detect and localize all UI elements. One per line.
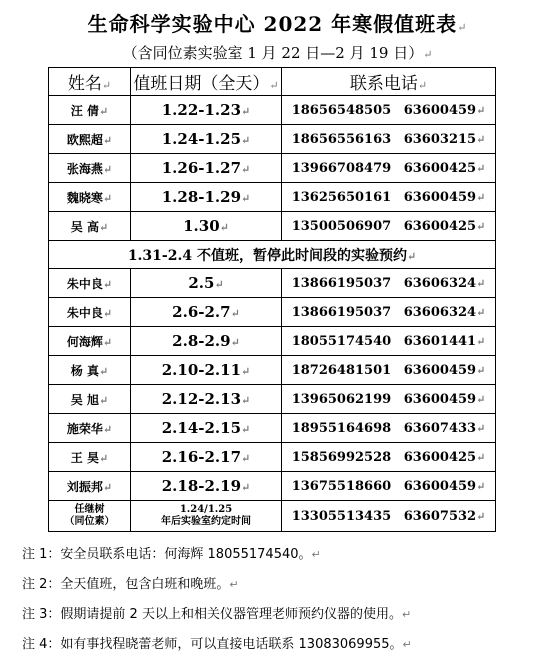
paragraph-mark-icon: ↵ <box>423 48 433 61</box>
name-text: 朱中良 <box>66 305 103 320</box>
date-cell <box>131 125 282 154</box>
date-text: 2.16-2.17 <box>161 448 242 466</box>
date-cell <box>131 183 282 212</box>
name-text: 汪 倩 <box>70 103 99 118</box>
phone-text: 18955164698 63607433 <box>291 420 477 436</box>
table-row <box>49 472 496 501</box>
cell-mark-icon: ↵ <box>241 105 251 118</box>
name-text: 吴 高 <box>70 219 99 234</box>
cell-mark-icon: ↵ <box>102 162 113 176</box>
date-cell <box>131 154 282 183</box>
phone-text: 13866195037 63606324 <box>291 304 477 320</box>
date-text: 1.22-1.23 <box>161 101 242 119</box>
date-cell <box>131 385 282 414</box>
date-text: 1.26-1.27 <box>161 159 242 177</box>
phone-text: 13866195037 63606324 <box>291 275 477 291</box>
note-4-text: 注 4：如有事找程晓蕾老师，可以直接电话联系 13083069955。 <box>22 637 403 652</box>
phone-cell <box>282 414 496 443</box>
cell-mark-icon: ↵ <box>230 307 240 320</box>
cell-mark-icon: ↵ <box>241 192 251 205</box>
name-line-2: （同位素） <box>64 516 115 527</box>
date-text: 2.5 <box>188 274 215 292</box>
phone-cell <box>282 385 496 414</box>
name-cell <box>49 327 131 356</box>
cell-mark-icon: ↵ <box>102 306 113 320</box>
date-text: 1.28-1.29 <box>161 188 242 206</box>
date-text: 2.12-2.13 <box>161 390 242 408</box>
table-row <box>49 154 496 183</box>
phone-cell <box>282 125 496 154</box>
cell-mark-icon: ↵ <box>230 336 240 349</box>
paragraph-mark-icon: ↵ <box>457 21 468 34</box>
phone-cell <box>282 356 496 385</box>
duty-table <box>48 67 496 532</box>
cell-mark-icon: ↵ <box>102 335 113 349</box>
phone-text: 18055174540 63601441 <box>291 333 477 349</box>
paragraph-mark-icon: ↵ <box>311 548 321 561</box>
cell-mark-icon: ↵ <box>241 394 251 407</box>
name-cell <box>49 212 131 241</box>
phone-cell <box>282 472 496 501</box>
rows-after-group <box>49 269 496 501</box>
note-2-text: 注 2：全天值班，包含白班和晚班。 <box>22 577 230 592</box>
cell-mark-icon: ↵ <box>476 509 486 523</box>
date-cell <box>131 269 282 298</box>
name-text: 朱中良 <box>66 276 103 291</box>
name-cell <box>49 269 131 298</box>
phone-text: 13305513435 63607532 <box>291 508 477 524</box>
name-text: 欧熙超 <box>66 132 103 147</box>
header-phone <box>282 68 496 96</box>
cell-mark-icon: ↵ <box>269 79 279 92</box>
header-name-label: 姓名 <box>67 74 102 94</box>
cell-mark-icon: ↵ <box>102 480 113 494</box>
phone-cell <box>282 212 496 241</box>
note-4 <box>22 630 542 660</box>
date-text: 2.8-2.9 <box>172 332 231 350</box>
note-3 <box>22 600 542 630</box>
cell-mark-icon: ↵ <box>476 479 486 493</box>
date-cell <box>131 356 282 385</box>
cell-mark-icon: ↵ <box>98 104 109 118</box>
table-row <box>49 501 496 532</box>
table-row <box>49 327 496 356</box>
name-cell <box>49 96 131 125</box>
name-cell <box>49 501 131 532</box>
phone-cell <box>282 443 496 472</box>
phone-cell <box>282 269 496 298</box>
name-cell <box>49 154 131 183</box>
date-line-2: 年后实验室约定时间 <box>161 516 251 527</box>
cell-mark-icon: ↵ <box>241 423 251 436</box>
phone-cell <box>282 327 496 356</box>
cell-mark-icon: ↵ <box>241 481 251 494</box>
cell-mark-icon: ↵ <box>476 103 486 117</box>
table-header-row <box>49 68 496 96</box>
cell-mark-icon: ↵ <box>98 364 109 378</box>
name-text: 张海燕 <box>66 161 103 176</box>
notice-cell <box>49 241 496 269</box>
cell-mark-icon: ↵ <box>476 450 486 464</box>
table-row <box>49 298 496 327</box>
cell-mark-icon: ↵ <box>241 134 251 147</box>
date-text: 1.30 <box>183 217 220 235</box>
date-text: 1.24-1.25 <box>161 130 242 148</box>
name-text: 魏晓寒 <box>66 190 103 205</box>
name-text: 刘振邦 <box>66 479 103 494</box>
name-text: 吴 旭 <box>70 392 99 407</box>
phone-text: 18726481501 63600459 <box>291 362 477 378</box>
header-date <box>131 68 282 96</box>
note-3-text: 注 3：假期请提前 2 天以上和相关仪器管理老师预约仪器的使用。 <box>22 607 402 622</box>
cell-mark-icon: ↵ <box>98 220 109 234</box>
date-text: 2.10-2.11 <box>161 361 242 379</box>
table-row <box>49 269 496 298</box>
cell-mark-icon: ↵ <box>476 276 486 290</box>
name-line-1: 任继树 <box>74 504 105 515</box>
cell-mark-icon: ↵ <box>102 133 113 147</box>
date-cell <box>131 212 282 241</box>
cell-mark-icon: ↵ <box>241 365 251 378</box>
paragraph-mark-icon: ↵ <box>402 638 412 651</box>
date-line-1: 1.24/1.25 <box>179 504 233 515</box>
table-row <box>49 443 496 472</box>
page-title-text: 生命科学实验中心 2022 年寒假值班表 <box>87 12 458 36</box>
header-name <box>49 68 131 96</box>
date-cell <box>131 443 282 472</box>
phone-text: 13675518660 63600459 <box>291 478 477 494</box>
cell-mark-icon: ↵ <box>476 190 486 204</box>
table-row <box>49 385 496 414</box>
cell-mark-icon: ↵ <box>102 191 113 205</box>
note-1 <box>22 540 542 570</box>
cell-mark-icon: ↵ <box>476 219 486 233</box>
name-cell <box>49 298 131 327</box>
rows-before-group <box>49 96 496 241</box>
name-cell <box>49 356 131 385</box>
date-cell <box>131 96 282 125</box>
date-cell <box>131 501 282 532</box>
phone-cell <box>282 96 496 125</box>
table-row <box>49 212 496 241</box>
page-title <box>0 8 555 37</box>
paragraph-mark-icon: ↵ <box>401 608 412 621</box>
cell-mark-icon: ↵ <box>241 452 251 465</box>
name-cell <box>49 472 131 501</box>
date-text: 2.18-2.19 <box>161 477 242 495</box>
table-row <box>49 183 496 212</box>
phone-text: 18656556163 63603215 <box>291 131 477 147</box>
notice-text: 1.31-2.4 不值班，暂停此时间段的实验预约 <box>127 247 407 264</box>
name-text: 何海辉 <box>66 334 103 349</box>
cell-mark-icon: ↵ <box>476 334 486 348</box>
table-row <box>49 356 496 385</box>
date-text: 2.14-2.15 <box>161 419 242 437</box>
cell-mark-icon: ↵ <box>214 278 224 291</box>
date-cell <box>131 414 282 443</box>
name-text: 施荣华 <box>66 421 103 436</box>
cell-mark-icon: ↵ <box>476 132 486 146</box>
date-cell <box>131 298 282 327</box>
page-subtitle-text: （含同位素实验室 1 月 22 日—2 月 19 日） <box>122 44 424 62</box>
cell-mark-icon: ↵ <box>102 422 113 436</box>
phone-text: 18656548505 63600459 <box>291 102 477 118</box>
header-phone-label: 联系电话 <box>349 74 418 94</box>
cell-mark-icon: ↵ <box>101 79 112 92</box>
cell-mark-icon: ↵ <box>476 363 486 377</box>
cell-mark-icon: ↵ <box>98 451 109 465</box>
name-cell <box>49 385 131 414</box>
date-text: 2.6-2.7 <box>172 303 231 321</box>
phone-cell <box>282 154 496 183</box>
name-cell <box>49 443 131 472</box>
notes-section <box>22 540 542 660</box>
phone-cell <box>282 298 496 327</box>
phone-text: 13965062199 63600459 <box>291 391 477 407</box>
phone-text: 13500506907 63600425 <box>291 218 477 234</box>
table-row <box>49 125 496 154</box>
name-text: 杨 真 <box>70 363 99 378</box>
date-cell <box>131 327 282 356</box>
note-2 <box>22 570 542 600</box>
name-cell <box>49 414 131 443</box>
cell-mark-icon: ↵ <box>476 392 486 406</box>
phone-cell <box>282 183 496 212</box>
phone-cell <box>282 501 496 532</box>
name-cell <box>49 183 131 212</box>
cell-mark-icon: ↵ <box>406 249 417 263</box>
table-row <box>49 96 496 125</box>
cell-mark-icon: ↵ <box>476 305 486 319</box>
notice-row <box>49 241 496 269</box>
phone-text: 13625650161 63600459 <box>291 189 477 205</box>
cell-mark-icon: ↵ <box>476 161 486 175</box>
paragraph-mark-icon: ↵ <box>229 578 239 591</box>
cell-mark-icon: ↵ <box>241 163 251 176</box>
cell-mark-icon: ↵ <box>98 393 109 407</box>
phone-text: 15856992528 63600425 <box>291 449 477 465</box>
table-row <box>49 414 496 443</box>
name-cell <box>49 125 131 154</box>
note-1-text: 注 1：安全员联系电话：何海辉 18055174540。 <box>22 547 312 562</box>
header-date-label: 值班日期（全天） <box>133 74 270 94</box>
cell-mark-icon: ↵ <box>417 79 428 92</box>
cell-mark-icon: ↵ <box>219 221 229 234</box>
name-text: 王 昊 <box>70 450 99 465</box>
cell-mark-icon: ↵ <box>102 277 113 291</box>
cell-mark-icon: ↵ <box>476 421 486 435</box>
phone-text: 13966708479 63600425 <box>291 160 477 176</box>
page-subtitle <box>0 42 555 63</box>
date-cell <box>131 472 282 501</box>
